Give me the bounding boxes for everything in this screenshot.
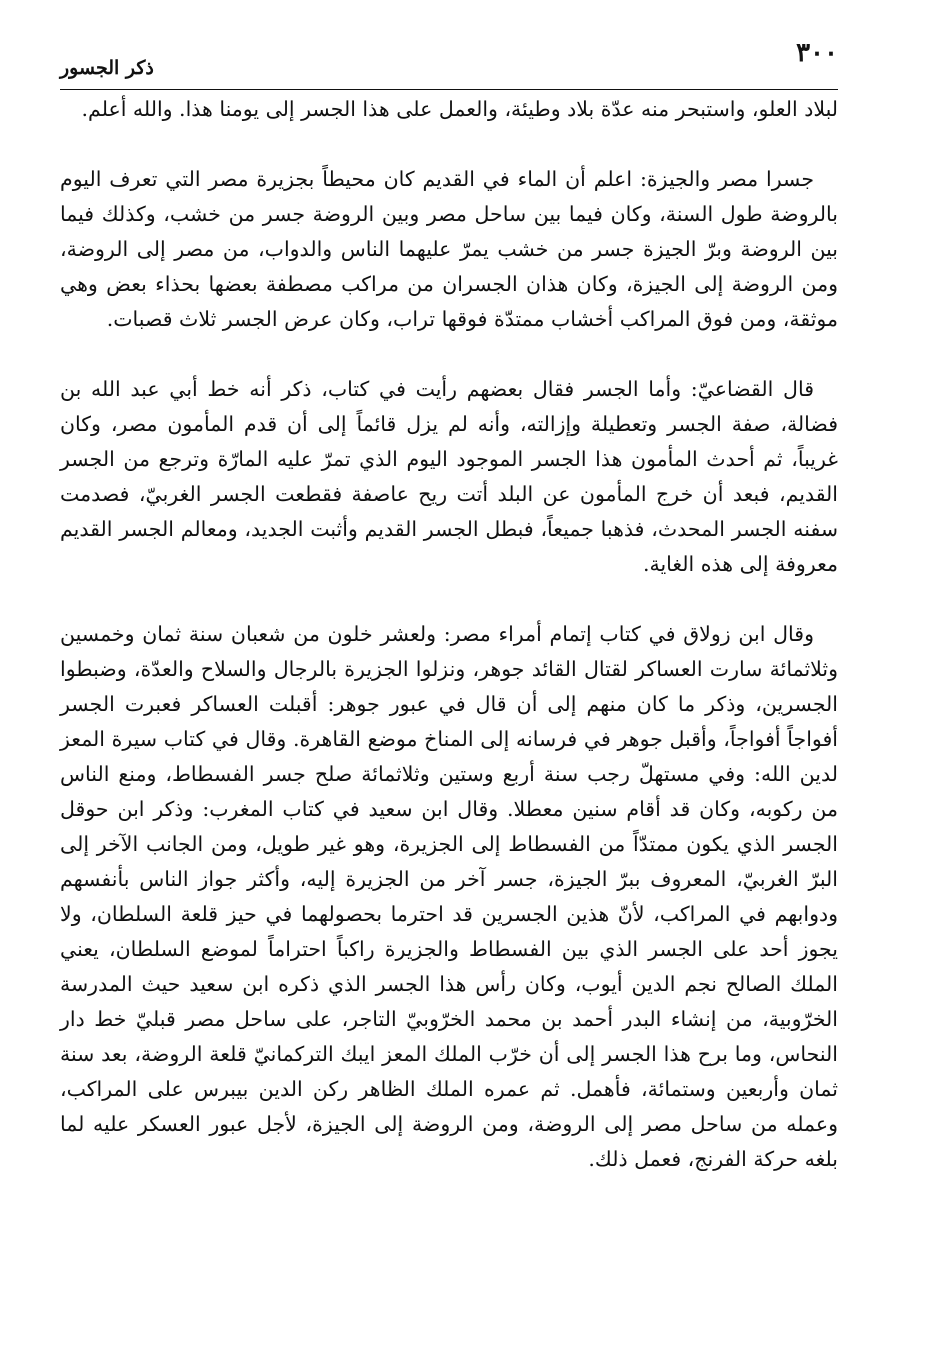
paragraph-qudai-account: قال القضاعيّ: وأما الجسر فقال بعضهم رأيت في كتاب، ذكر أنه خط أبي عبد الله بن فضالة، صفة الجسر وتعطيلة وإزالته، وأنه لم يزل قائماً إلى أن قدم المأمون مصر، وكان غريباً، ثم أحدث المأمون هذا الجسر الموجود اليوم الذي تمرّ عليه المارّة وترجع من الجسر القديم، فبعد أن خرج المأمون عن البلد أتت ريح عاصفة فقطعت الجسر الغربيّ، فصدمت سفنه الجسر المحدث، فذهبا جميعاً، فبطل الجسر القديم وأثبت الجديد، ومعالم الجسر القديم معروفة إلى هذه الغاية.: [60, 377, 838, 576]
paragraph-ibn-zulaq-account: وقال ابن زولاق في كتاب إتمام أمراء مصر: ولعشر خلون من شعبان سنة ثمان وخمسين وثلاثمائة سارت العساكر لقتال القائد جوهر، ونزلوا الجزيرة بالرجال والسلاح والعدّة، وضبطوا الجسرين، وذكر ما كان منهم إلى أن قال في عبور جوهر: أقبلت العساكر فعبرت الجسر أفواجاً أفواجاً، وأقبل جوهر في فرسانه إلى المناخ موضع القاهرة. وقال في كتاب سيرة المعز لدين الله: وفي مستهلّ رجب سنة أربع وستين وثلاثمائة صلح جسر الفسطاط، ومنع الناس من ركوبه، وكان قد أقام سنين معطلا. وقال ابن سعيد في كتاب المغرب: وذكر ابن حوقل الجسر الذي يكون ممتدّاً من الفسطاط إلى الجزيرة، وهو غير طويل، ومن الجانب الآخر إلى البرّ الغربيّ، المعروف ببرّ الجيزة، جسر آخر من الجزيرة إليه، وأكثر جواز الناس بأنفسهم ودوابهم في المراكب، لأنّ هذين الجسرين قد احترما بحصولهما في حيز قلعة السلطان، ولا يجوز أحد على الجسر الذي بين الفسطاط والجزيرة راكباً احتراماً لموضع السلطان، يعني الملك الصالح نجم الدين أيوب، وكان رأس هذا الجسر الذي ذكره ابن سعيد حيث المدرسة الخرّوبية، من إنشاء البدر أحمد بن محمد الخرّوبيّ التاجر، على ساحل مصر قبليّ خط دار النحاس، وما برح هذا الجسر إلى أن خرّب الملك المعز ايبك التركمانيّ قلعة الروضة، بعد سنة ثمان وأربعين وستمائة، فأهمل. ثم عمره الملك الظاهر ركن الدين بيبرس على المراكب، وعمله من ساحل مصر إلى الروضة، ومن الروضة إلى الجيزة، لأجل عبور العسكر عليه لما بلغه حركة الفرنج، فعمل ذلك.: [60, 622, 838, 1171]
paragraph-bridges-of-misr-and-giza: جسرا مصر والجيزة: اعلم أن الماء في القديم كان محيطاً بجزيرة مصر التي تعرف اليوم بالروضة طول السنة، وكان فيما بين ساحل مصر وبين الروضة جسر من خشب، وكذلك فيما بين الروضة وبرّ الجيزة جسر من خشب يمرّ عليهما الناس والدواب، من مصر إلى الروضة، ومن الروضة إلى الجيزة، وكان هذان الجسران من مراكب مصطفة بعضها بحذاء بعض وهي موثقة، ومن فوق المراكب أخشاب ممتدّة فوقها تراب، وكان عرض الجسر ثلاث قصبات.: [60, 167, 838, 331]
paragraph-continuation: لبلاد العلو، واستبحر منه عدّة بلاد وطيئة، والعمل على هذا الجسر إلى يومنا هذا. والله أعلم.: [81, 97, 838, 121]
body-text: [60, 92, 838, 1177]
page-header: [60, 38, 838, 90]
header-divider: [60, 89, 838, 90]
running-title: ذكر الجسور: [60, 57, 154, 79]
page-number: ٣٠٠: [796, 38, 838, 68]
